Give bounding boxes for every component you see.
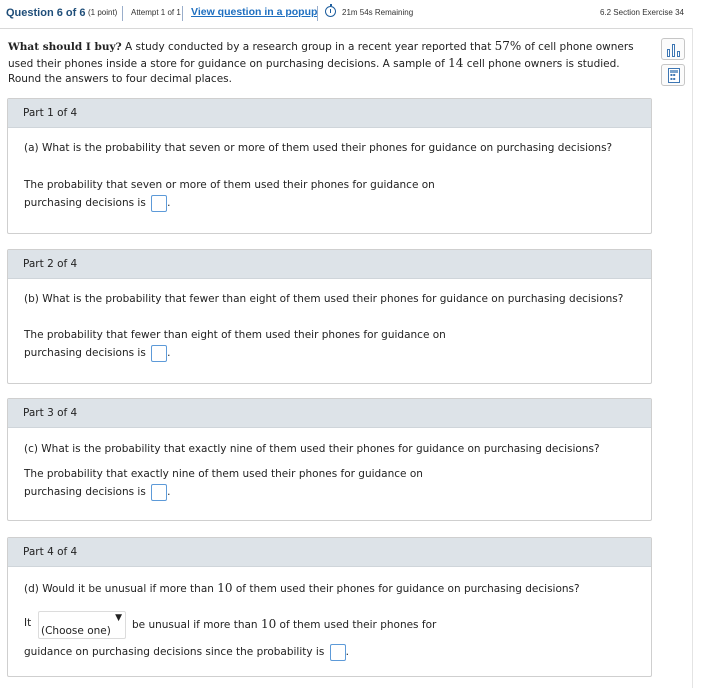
answer-prompt-line2 xyxy=(24,344,170,362)
answer-prompt-line1: The probability that seven or more of them used their phones for guidance on xyxy=(24,179,435,191)
choose-one-dropdown[interactable] xyxy=(38,611,126,639)
dropdown-value: (Choose one) xyxy=(41,625,111,637)
part-question: (c) What is the probability that exactly nine of them used their phones for guidance on purchasing decisions? xyxy=(24,443,600,455)
answer-prompt-line1: The probability that fewer than eight of them used their phones for guidance on xyxy=(24,329,446,341)
part-header xyxy=(8,99,651,128)
intro-sample-size: 14 xyxy=(448,55,464,70)
calculator-icon xyxy=(668,68,680,83)
sentence-text: of them used their phones for xyxy=(276,619,437,631)
calculator-tool-button[interactable] xyxy=(661,64,685,86)
question-text: of them used their phones for guidance on purchasing decisions? xyxy=(232,583,580,595)
part-title: Part 4 of 4 xyxy=(23,546,78,558)
part-title: Part 2 of 4 xyxy=(23,258,78,270)
sentence-start: It xyxy=(24,617,32,629)
period: . xyxy=(167,197,171,209)
question-intro xyxy=(8,39,654,88)
answer-prompt-text: purchasing decisions is xyxy=(24,486,146,498)
answer-prompt-line1: The probability that exactly nine of them used their phones for guidance on xyxy=(24,468,423,480)
intro-title: What should I buy? xyxy=(8,41,122,53)
answer-prompt-line2 xyxy=(24,483,170,501)
section-label: 6.2 Section Exercise 34 xyxy=(599,8,684,17)
sentence-continuation xyxy=(132,617,436,631)
intro-text: cell phone owners is studied. Round the answers to four decimal places. xyxy=(8,57,620,85)
answer-prompt-text: guidance on purchasing decisions since the probability is xyxy=(24,646,325,658)
part-question: (b) What is the probability that fewer than eight of them used their phones for guidance on purchasing decisions? xyxy=(24,293,624,305)
right-divider xyxy=(692,28,693,688)
view-popup-link[interactable]: View question in a popup xyxy=(191,6,318,18)
part-title: Part 3 of 4 xyxy=(23,407,78,419)
clock-icon xyxy=(325,6,336,17)
answer-prompt-line2 xyxy=(24,194,170,212)
period: . xyxy=(167,347,171,359)
divider xyxy=(317,6,318,21)
part-1-panel xyxy=(7,98,652,234)
part-question xyxy=(24,582,639,595)
time-remaining: 21m 54s Remaining xyxy=(342,8,414,17)
part-header xyxy=(8,538,651,567)
part-header xyxy=(8,250,651,279)
intro-text: A study conducted by a research group in a recent year reported that xyxy=(121,41,495,53)
answer-input[interactable] xyxy=(151,195,167,212)
part-question: (a) What is the probability that seven or more of them used their phones for guidance on purchasing decisions? xyxy=(24,142,613,154)
dropdown-arrow-icon: ▼ xyxy=(115,613,122,623)
answer-prompt-text: purchasing decisions is xyxy=(24,197,146,209)
points-label: (1 point) xyxy=(88,8,118,17)
answer-prompt-line2 xyxy=(24,643,349,661)
question-number: Question 6 of 6 xyxy=(6,7,86,19)
answer-input[interactable] xyxy=(151,484,167,501)
sentence-text: be unusual if more than xyxy=(132,619,261,631)
intro-text: of cell phone owners used their phones inside a store for guidance on purchasing decisions. A sample of xyxy=(8,41,634,70)
period: . xyxy=(345,646,349,658)
period: . xyxy=(167,486,171,498)
chart-tool-button[interactable] xyxy=(661,38,685,60)
divider xyxy=(122,6,123,21)
sentence-number: 10 xyxy=(260,617,277,631)
attempt-label: Attempt 1 of 1 xyxy=(131,8,181,17)
question-header xyxy=(0,0,692,29)
part-2-panel xyxy=(7,249,652,384)
part-header xyxy=(8,399,651,428)
question-text: (d) Would it be unusual if more than xyxy=(24,583,218,595)
intro-percent: 57% xyxy=(494,39,522,53)
answer-prompt-text: purchasing decisions is xyxy=(24,347,146,359)
part-4-panel xyxy=(7,537,652,677)
part-3-panel xyxy=(7,398,652,521)
answer-input[interactable] xyxy=(151,345,167,362)
chart-icon xyxy=(666,43,682,57)
question-number-value: 10 xyxy=(217,581,233,595)
part-title: Part 1 of 4 xyxy=(23,107,78,119)
divider xyxy=(182,6,183,21)
answer-input[interactable] xyxy=(330,644,346,661)
